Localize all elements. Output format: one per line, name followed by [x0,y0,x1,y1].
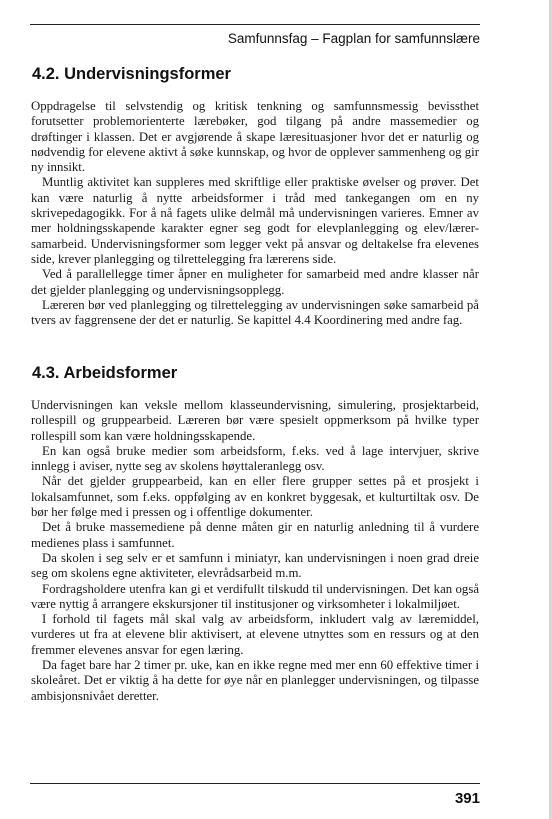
section-4-2-body [31,99,479,328]
section-4-3-body [31,398,479,704]
section-title-4-3: 4.3. Arbeidsformer [32,364,178,382]
running-header: Samfunnsfag – Fagplan for samfunnslære [227,31,480,46]
page-number: 391 [454,790,480,807]
paragraph: Muntlig aktivitet kan suppleres med skriftlige eller praktiske øvelser og prøver. Det kan være naturlig å nytte arbeidsformer i tråd med tankegangen om en ny skrivepedagogikk. For å nå fagets ulike delmål må undervisningen varieres. Emner av mer holdningsskapende karakter egner seg godt for elevplanlegging og elev/lærer-samarbeid. Undervisningsformer som legger vekt på ansvar og deltakelse fra elevenes side, krever planlegging og tilrettelegging fra lærerens side. [31,175,479,266]
paragraph: Da skolen i seg selv er et samfunn i miniatyr, kan undervisningen i noen grad dreie seg om skolens egne aktiviteter, elevrådsarbeid m.m. [31,550,479,581]
footer-rule [30,783,480,784]
paragraph: Fordragsholdere utenfra kan gi et verdifullt tilskudd til undervisningen. Det kan også være nyttig å arrangere ekskursjoner til institusjoner og virksomheter i lokalmiljøet. [31,581,479,611]
section-title-4-2: 4.2. Undervisningsformer [32,65,231,83]
paragraph: I forhold til fagets mål skal valg av arbeidsform, inkludert valg av læremiddel, vurderes ut fra at elevene blir aktivisert, at elevene utnyttes som en ressurs og at den fremmer elevenes ansvar for egen læring. [31,612,479,657]
paragraph: Undervisningen kan veksle mellom klasseundervisning, simulering, prosjektarbeid, rollespill og gruppearbeid. Læreren bør være spesielt oppmerksom på hvilke typer rollespill som kan være holdningsskapende. [31,398,479,443]
paragraph: Det å bruke massemediene på denne måten gir en naturlig anledning til å vurdere medienes plass i samfunnet. [31,520,479,550]
paragraph: En kan også bruke medier som arbeidsform, f.eks. ved å lage intervjuer, skrive innlegg i aviser, nytte seg av skolens høyttaleranlegg osv. [31,443,479,474]
paragraph: Ved å parallellegge timer åpner en muligheter for samarbeid med andre klasser når det gjelder planlegging og undervisningsopplegg. [31,267,479,297]
paragraph: Oppdragelse til selvstendig og kritisk tenkning og samfunnsmessig bevissthet forutsetter problemorienterte lærebøker, god tilgang på andre massemedier og drøftinger i klassen. Det er avgjørende å skape læresituasjoner hvor det er naturlig og nødvendig for elevene aktivt å søke kunnskap, og hvor de opplever sammenheng og gir ny innsikt. [31,99,479,175]
paragraph: Når det gjelder gruppearbeid, kan en eller flere grupper settes på et prosjekt i lokalsamfunnet, som f.eks. oppfølging av en konkret byggesak, et kulturtiltak osv. De bør her følge med i pressen og i offentlige dokumenter. [31,474,479,520]
paragraph: Da faget bare har 2 timer pr. uke, kan en ikke regne med mer enn 60 effektive timer i skoleåret. Det er viktig å ha dette for øye når en planlegger undervisningen, og tilpasse ambisjonsnivået deretter. [31,658,479,703]
header-rule [30,24,480,25]
paragraph: Læreren bør ved planlegging og tilrettelegging av undervisningen søke samarbeid på tvers av faggrensene der det er naturlig. Se kapittel 4.4 Koordinering med andre fag. [31,297,479,328]
